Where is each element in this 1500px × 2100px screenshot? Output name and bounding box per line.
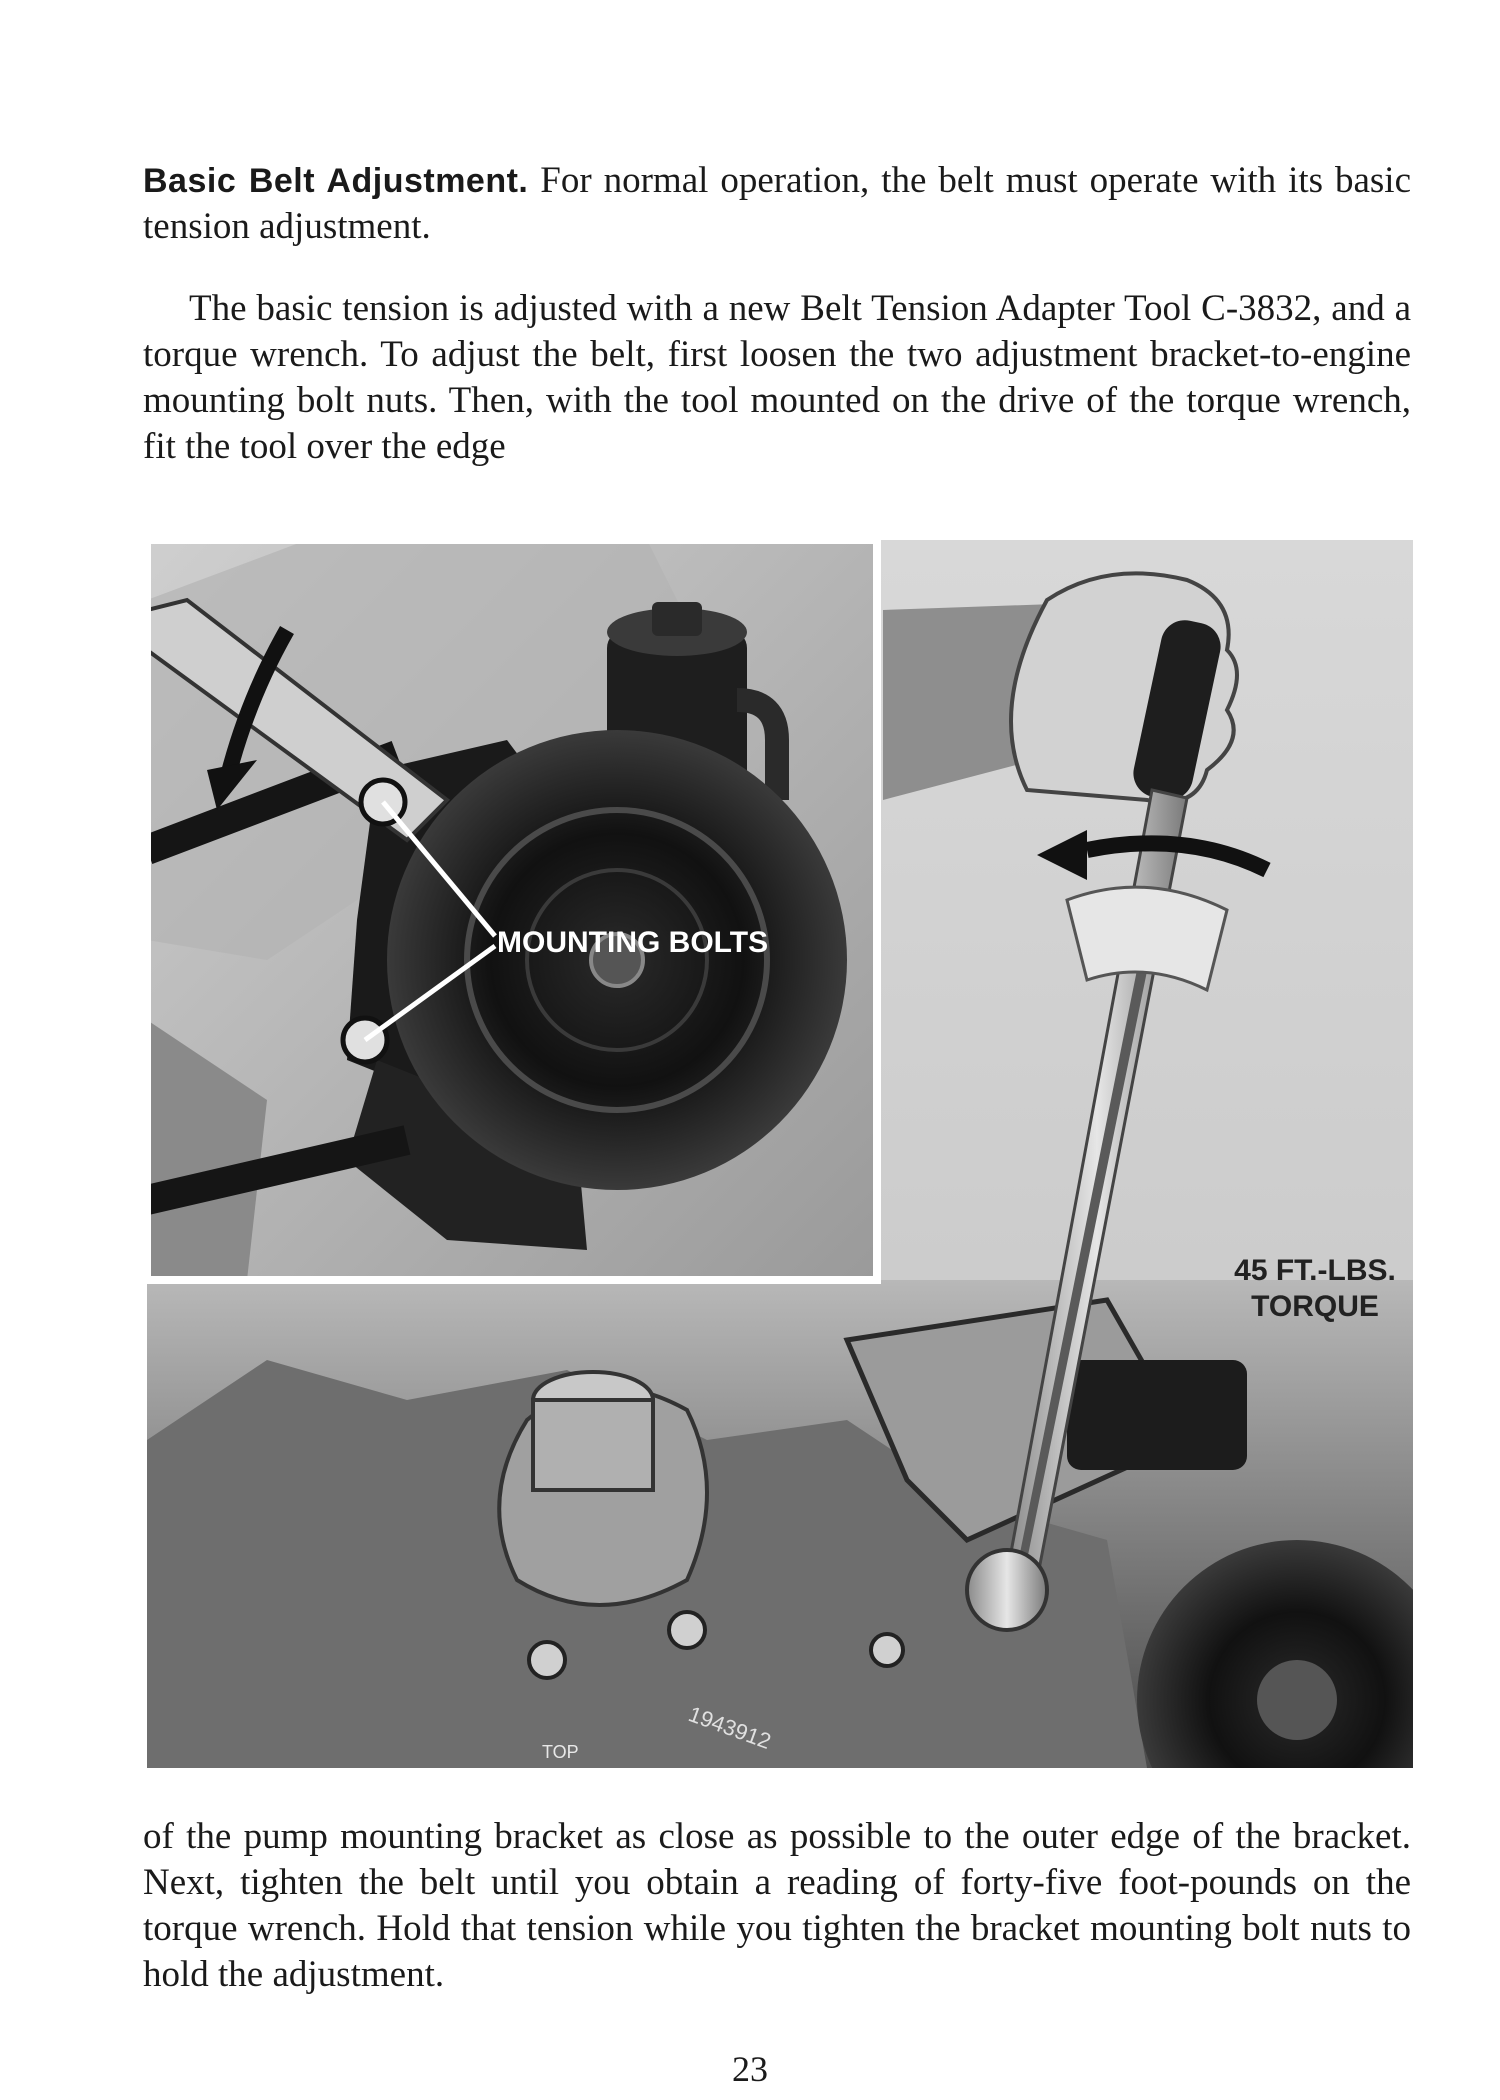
- lower-engine: [147, 1280, 1413, 1768]
- paragraph-text: The basic tension is adjusted with a new Belt Tension Adapter Tool C-3832, and a torque wrench. To adjust the belt, first loosen the two adjustment bracket-to-engine mounting bolt nuts. Then, with the tool mounted on the drive of the torque wrench, fit the tool over the edge: [143, 288, 1411, 467]
- paragraph-text: of the pump mounting bracket as close as possible to the outer edge of the bracket. Next, tighten the belt until you obtain a reading of forty-five foot-pounds on the torque wrench. Hold that tension while you tighten the bracket mounting bolt nuts to hold the adjustment.: [143, 1816, 1411, 1995]
- paragraph-continued: [143, 1814, 1411, 1998]
- torque-label-line2: TORQUE: [1251, 1290, 1379, 1323]
- paragraph-basic-belt-adjustment: [143, 158, 1411, 250]
- casting-number: 1943912: [685, 1701, 775, 1754]
- inset-photo: [147, 540, 877, 1280]
- casting-top-mark: TOP: [542, 1742, 579, 1762]
- page-number: 23: [732, 2049, 768, 2089]
- paragraph-text: For normal operation, the belt must operate with its basic tension adjustment.: [143, 160, 1411, 247]
- torque-label-line1: 45 FT.-LBS.: [1234, 1254, 1396, 1287]
- paragraph-basic-tension: [143, 286, 1411, 470]
- belt-adjustment-photo: [147, 540, 1413, 1768]
- mounting-bolts-label: MOUNTING BOLTS: [497, 926, 769, 959]
- section-heading: Basic Belt Adjustment.: [143, 162, 529, 200]
- wrench-head: [967, 1550, 1047, 1630]
